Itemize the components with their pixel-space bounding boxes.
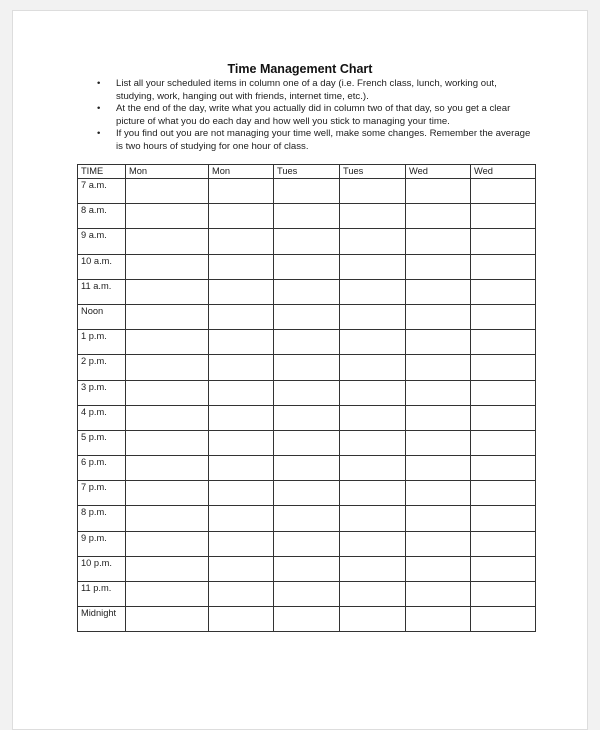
column-header: TIME (78, 165, 126, 179)
schedule-cell[interactable] (406, 279, 471, 304)
schedule-cell[interactable] (209, 430, 274, 455)
schedule-cell[interactable] (340, 430, 406, 455)
schedule-cell[interactable] (126, 506, 209, 531)
schedule-cell[interactable] (406, 179, 471, 204)
schedule-cell[interactable] (340, 531, 406, 556)
schedule-cell[interactable] (406, 330, 471, 355)
schedule-cell[interactable] (471, 380, 536, 405)
schedule-cell[interactable] (406, 204, 471, 229)
schedule-cell[interactable] (209, 556, 274, 581)
instructions-list (97, 78, 537, 154)
table-row (78, 304, 536, 329)
schedule-cell[interactable] (126, 556, 209, 581)
schedule-cell[interactable] (209, 355, 274, 380)
time-label: 5 p.m. (78, 430, 126, 455)
schedule-cell[interactable] (406, 456, 471, 481)
schedule-cell[interactable] (340, 380, 406, 405)
schedule-cell[interactable] (471, 430, 536, 455)
table-row (78, 279, 536, 304)
schedule-cell[interactable] (471, 279, 536, 304)
time-label: 3 p.m. (78, 380, 126, 405)
schedule-cell[interactable] (209, 254, 274, 279)
time-label: 10 p.m. (78, 556, 126, 581)
schedule-cell[interactable] (340, 179, 406, 204)
schedule-cell[interactable] (274, 506, 340, 531)
time-label: 6 p.m. (78, 456, 126, 481)
schedule-cell[interactable] (471, 456, 536, 481)
schedule-cell[interactable] (340, 405, 406, 430)
schedule-cell[interactable] (406, 556, 471, 581)
schedule-cell[interactable] (126, 481, 209, 506)
schedule-cell[interactable] (274, 380, 340, 405)
schedule-cell[interactable] (471, 556, 536, 581)
schedule-cell[interactable] (209, 582, 274, 607)
table-row (78, 405, 536, 430)
schedule-cell[interactable] (274, 330, 340, 355)
schedule-cell[interactable] (126, 582, 209, 607)
time-label: 1 p.m. (78, 330, 126, 355)
schedule-cell[interactable] (209, 456, 274, 481)
schedule-cell[interactable] (471, 204, 536, 229)
schedule-cell[interactable] (126, 330, 209, 355)
schedule-cell[interactable] (126, 456, 209, 481)
schedule-cell[interactable] (126, 355, 209, 380)
table-row (78, 582, 536, 607)
instruction-item: • If you find out you are not managing your time well, make some changes. Remember the average is two hours of studying for one hour of class. (97, 128, 531, 152)
time-label: Midnight (78, 607, 126, 632)
schedule-cell[interactable] (126, 204, 209, 229)
schedule-cell[interactable] (209, 481, 274, 506)
schedule-cell[interactable] (340, 582, 406, 607)
schedule-cell[interactable] (274, 279, 340, 304)
schedule-cell[interactable] (406, 254, 471, 279)
schedule-cell[interactable] (274, 405, 340, 430)
time-label: 7 p.m. (78, 481, 126, 506)
schedule-cell[interactable] (406, 607, 471, 632)
schedule-cell[interactable] (340, 506, 406, 531)
schedule-cell[interactable] (209, 531, 274, 556)
schedule-cell[interactable] (406, 229, 471, 254)
schedule-cell[interactable] (209, 279, 274, 304)
schedule-cell[interactable] (274, 179, 340, 204)
schedule-cell[interactable] (471, 179, 536, 204)
table-row (78, 380, 536, 405)
schedule-cell[interactable] (471, 481, 536, 506)
time-label: 9 a.m. (78, 229, 126, 254)
schedule-cell[interactable] (274, 204, 340, 229)
schedule-cell[interactable] (126, 430, 209, 455)
schedule-cell[interactable] (471, 531, 536, 556)
schedule-cell[interactable] (274, 229, 340, 254)
column-header: Wed (471, 165, 536, 179)
schedule-cell[interactable] (209, 330, 274, 355)
schedule-cell[interactable] (209, 380, 274, 405)
table-row (78, 607, 536, 632)
schedule-cell[interactable] (406, 531, 471, 556)
table-row (78, 179, 536, 204)
page-title: Time Management Chart (227, 62, 373, 76)
bullet-icon: • (97, 78, 101, 89)
schedule-cell[interactable] (340, 254, 406, 279)
schedule-cell[interactable] (340, 481, 406, 506)
schedule-cell[interactable] (471, 506, 536, 531)
time-label: Noon (78, 304, 126, 329)
schedule-cell[interactable] (209, 607, 274, 632)
schedule-cell[interactable] (209, 229, 274, 254)
bullet-icon: • (97, 128, 101, 140)
time-label: 10 a.m. (78, 254, 126, 279)
schedule-cell[interactable] (274, 556, 340, 581)
schedule-cell[interactable] (126, 279, 209, 304)
schedule-cell[interactable] (274, 582, 340, 607)
time-label: 11 a.m. (78, 279, 126, 304)
table-row (78, 556, 536, 581)
table-row (78, 355, 536, 380)
schedule-cell[interactable] (126, 380, 209, 405)
time-label: 11 p.m. (78, 582, 126, 607)
schedule-cell[interactable] (340, 556, 406, 581)
schedule-cell[interactable] (209, 304, 274, 329)
time-label: 4 p.m. (78, 405, 126, 430)
column-header: Mon (126, 165, 209, 179)
schedule-cell[interactable] (340, 279, 406, 304)
schedule-cell[interactable] (209, 506, 274, 531)
schedule-cell[interactable] (340, 607, 406, 632)
schedule-cell[interactable] (471, 582, 536, 607)
schedule-cell[interactable] (340, 330, 406, 355)
schedule-cell[interactable] (340, 355, 406, 380)
schedule-cell[interactable] (274, 531, 340, 556)
table-row (78, 430, 536, 455)
instruction-item: • List all your scheduled items in column one of a day (i.e. French class, lunch, working out, studying, work, hanging out with friends, internet time, etc.). (97, 78, 497, 102)
table-row (78, 531, 536, 556)
schedule-cell[interactable] (406, 380, 471, 405)
schedule-cell[interactable] (274, 304, 340, 329)
schedule-cell[interactable] (471, 607, 536, 632)
table-row (78, 481, 536, 506)
schedule-cell[interactable] (209, 405, 274, 430)
schedule-cell[interactable] (209, 204, 274, 229)
schedule-cell[interactable] (126, 304, 209, 329)
schedule-cell[interactable] (406, 405, 471, 430)
schedule-cell[interactable] (274, 481, 340, 506)
column-header: Mon (209, 165, 274, 179)
schedule-cell[interactable] (471, 355, 536, 380)
table-row (78, 229, 536, 254)
time-label: 9 p.m. (78, 531, 126, 556)
schedule-cell[interactable] (406, 506, 471, 531)
table-row (78, 204, 536, 229)
schedule-cell[interactable] (471, 254, 536, 279)
bullet-icon: • (97, 103, 101, 115)
schedule-cell[interactable] (340, 456, 406, 481)
schedule-cell[interactable] (274, 430, 340, 455)
schedule-cell[interactable] (126, 229, 209, 254)
schedule-cell[interactable] (126, 254, 209, 279)
schedule-cell[interactable] (406, 355, 471, 380)
schedule-cell[interactable] (274, 355, 340, 380)
schedule-cell[interactable] (471, 405, 536, 430)
schedule-cell[interactable] (340, 229, 406, 254)
time-label: 7 a.m. (78, 179, 126, 204)
table-row (78, 506, 536, 531)
table-row (78, 330, 536, 355)
schedule-cell[interactable] (406, 304, 471, 329)
column-header: Tues (274, 165, 340, 179)
time-label: 8 a.m. (78, 204, 126, 229)
schedule-cell[interactable] (274, 456, 340, 481)
schedule-cell[interactable] (471, 304, 536, 329)
header-row (78, 165, 536, 179)
schedule-cell[interactable] (471, 330, 536, 355)
schedule-cell[interactable] (406, 582, 471, 607)
schedule-cell[interactable] (471, 229, 536, 254)
schedule-cell[interactable] (406, 481, 471, 506)
schedule-cell[interactable] (126, 405, 209, 430)
instruction-item: • At the end of the day, write what you actually did in column two of that day, so you get a clear picture of what you do each day and how well you stick to managing your time. (97, 103, 511, 127)
schedule-cell[interactable] (274, 254, 340, 279)
schedule-cell[interactable] (126, 531, 209, 556)
time-label: 2 p.m. (78, 355, 126, 380)
table-row (78, 254, 536, 279)
schedule-cell[interactable] (126, 607, 209, 632)
table-row (78, 456, 536, 481)
column-header: Wed (406, 165, 471, 179)
schedule-cell[interactable] (406, 430, 471, 455)
schedule-table (77, 164, 536, 632)
schedule-cell[interactable] (340, 304, 406, 329)
schedule-cell[interactable] (209, 179, 274, 204)
column-header: Tues (340, 165, 406, 179)
schedule-cell[interactable] (274, 607, 340, 632)
schedule-cell[interactable] (340, 204, 406, 229)
schedule-cell[interactable] (126, 179, 209, 204)
time-label: 8 p.m. (78, 506, 126, 531)
